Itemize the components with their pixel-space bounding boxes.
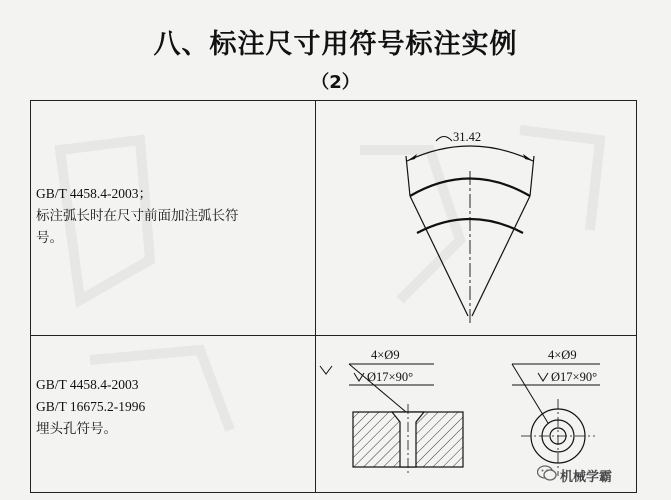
countersink-symbol-left xyxy=(354,373,364,381)
watermark-text: 机械学霸 xyxy=(560,470,613,485)
row-2-line-2: GB/T 16675.2-1996 xyxy=(36,399,146,414)
right-callout xyxy=(512,348,600,423)
page-subtitle: （2） xyxy=(311,72,360,93)
dimension-arc xyxy=(407,146,533,161)
arc-length-figure xyxy=(316,101,636,334)
left-callout-bottom: Ø17×90° xyxy=(367,370,414,384)
fan-right-side xyxy=(472,196,530,316)
arc-dimension-text: 31.42 xyxy=(453,130,482,144)
right-callout-bottom: Ø17×90° xyxy=(551,370,598,384)
page-title: 八、标注尺寸用符号标注实例 xyxy=(153,29,518,60)
left-callout-top: 4×Ø9 xyxy=(371,348,400,362)
countersink-symbol-right xyxy=(538,373,548,381)
wechat-icon xyxy=(537,464,557,482)
row-2-description xyxy=(36,374,145,440)
row-1-description xyxy=(36,183,239,249)
row-2-line-3: 埋头孔符号。 xyxy=(36,421,117,436)
countersink-section xyxy=(353,404,463,476)
extension-line-left xyxy=(406,156,410,196)
left-callout xyxy=(320,348,434,412)
right-callout-top: 4×Ø9 xyxy=(548,348,577,362)
row-1-line-1: GB/T 4458.4-2003； xyxy=(36,186,153,201)
arc-length-symbol xyxy=(436,137,452,142)
row-1-line-2: 标注弧长时在尺寸前面加注弧长符 xyxy=(36,208,239,223)
row-1-line-3: 号。 xyxy=(36,230,63,245)
countersink-plan-view xyxy=(521,399,595,476)
row-2-line-1: GB/T 4458.4-2003 xyxy=(36,377,139,392)
fan-left-side xyxy=(410,196,468,316)
extension-line-right xyxy=(530,156,534,196)
